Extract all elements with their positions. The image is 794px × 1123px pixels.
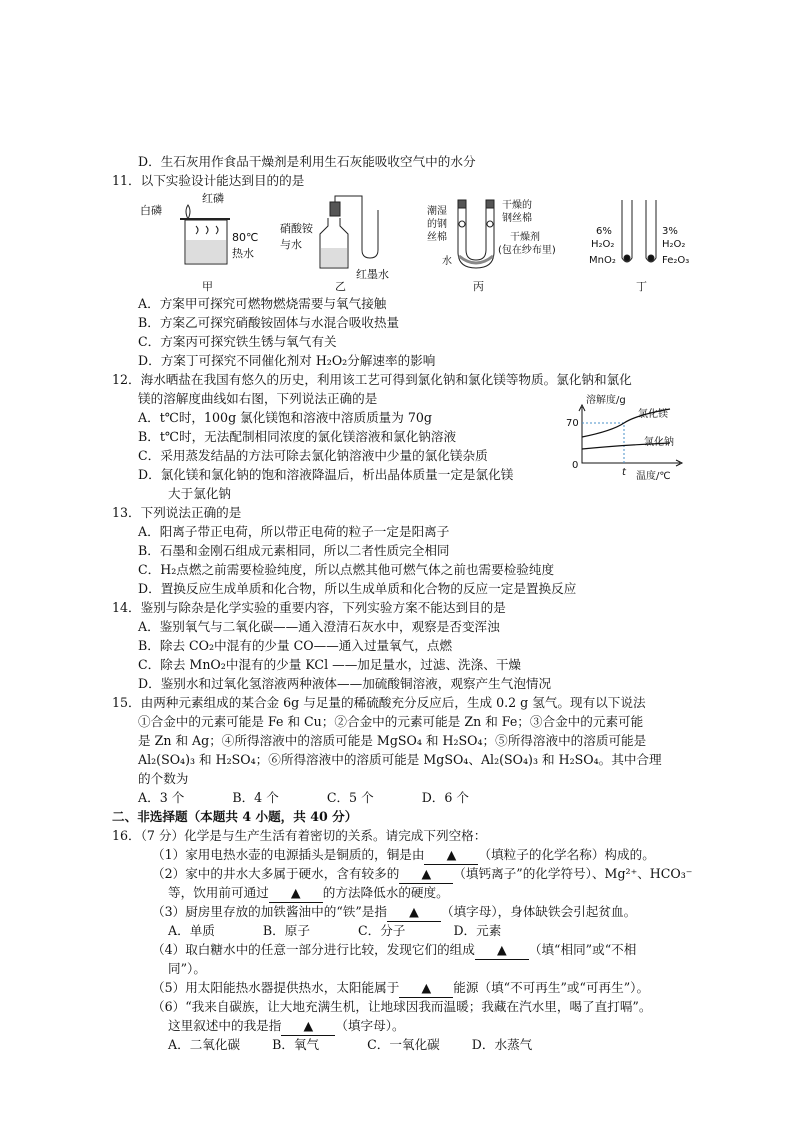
q16-part-3: （3）厨房里存放的加铁酱油中的“铁”是指 ▲ （填字母），身体缺铁会引起贫血。 (152, 902, 636, 922)
q13-option-c: C．H₂点燃之前需要检验纯度，所以点燃其他可燃气体之前也需要检验纯度 (138, 562, 555, 577)
label-6pct: 6% (596, 226, 612, 237)
q16-part-6-options: A．二氧化碳 B．氧气 C．一氧化碳 D．水蒸气 (168, 1037, 533, 1052)
chart-xlabel: 温度/℃ (636, 471, 671, 482)
q15-stem-1: 15．由两种元素组成的某合金 6g 与足量的稀硫酸充分反应后，生成 0.2 g 氢气。现有以下说法 (112, 695, 646, 710)
q15-stem-2: ①合金中的元素可能是 Fe 和 Cu；②合金中的元素可能是 Zn 和 Fe；③合金中的元素可能 (138, 714, 644, 729)
label-red-ink: 红墨水 (356, 268, 389, 281)
q15-stem-3: 是 Zn 和 Ag；④所得溶液中的溶质可能是 MgSO₄ 和 H₂SO₄；⑤所得溶液中的溶质可能是 (138, 733, 647, 748)
q11-option-b: B．方案乙可探究硝酸铵固体与水混合吸收热量 (138, 315, 400, 330)
series-label-mgcl2: 氯化镁 (638, 409, 668, 420)
q13-option-a: A．阳离子带正电荷，所以带正电荷的粒子一定是阳离子 (138, 524, 450, 539)
q11-stem: 11．以下实验设计能达到目的的是 (112, 173, 305, 188)
caption-bing: 丙 (473, 280, 484, 293)
label-h2o2-2: H₂O₂ (662, 239, 686, 250)
answer-blank[interactable]: ▲ (399, 864, 453, 884)
q16-part-6-cont: 这里叙述中的我是指 ▲ （填字母）。 (168, 1016, 405, 1036)
label-ammonium-nitrate: 硝酸铵 (280, 222, 313, 235)
figure-jia (140, 191, 258, 293)
q16-part-3-options: A．单质 B．原子 C．分子 D．元素 (168, 923, 502, 938)
q11-figures (140, 190, 700, 296)
label-red-phosphorus: 红磷 (202, 192, 224, 205)
answer-blank[interactable]: ▲ (475, 940, 529, 960)
caption-yi: 乙 (335, 280, 346, 293)
answer-blank[interactable]: ▲ (281, 1016, 335, 1036)
label-80c: 80℃ (232, 231, 259, 244)
label-in-gauze: (包在纱布里) (498, 245, 556, 256)
chart-x-mark: t (622, 467, 626, 478)
q13-option-d: D．置换反应生成单质和化合物，所以生成单质和化合物的反应一定是置换反应 (138, 581, 577, 596)
q16-part-6: （6）“我来自碳族，让大地充满生机，让地球因我而温暖；我藏在汽水里，喝了直打嗝”。 (152, 999, 652, 1014)
q11-option-c: C．方案丙可探究铁生锈与氧气有关 (138, 334, 337, 349)
q16-part-2-cont: 等，饮用前可通过 ▲ 的方法降低水的硬度。 (168, 883, 449, 903)
q14-option-d: D．鉴别水和过氧化氢溶液两种液体——加硫酸铜溶液，观察产生气泡情况 (138, 676, 552, 691)
label-wet-2: 的钢 (427, 219, 447, 230)
q13-option-b: B．石墨和金刚石组成元素相同，所以二者性质完全相同 (138, 543, 450, 558)
label-white-phosphorus: 白磷 (140, 204, 162, 217)
q14-option-a: A．鉴别氧气与二氧化碳——通入澄清石灰水中，观察是否变浑浊 (138, 619, 500, 634)
answer-blank[interactable]: ▲ (269, 883, 323, 903)
label-wet-3: 丝棉 (427, 232, 447, 243)
label-dry-2: 钢丝棉 (502, 213, 532, 224)
q12-option-d-cont: 大于氯化钠 (168, 486, 231, 501)
label-water: 水 (442, 256, 452, 267)
q14-option-b: B．除去 CO₂中混有的少量 CO——通入过量氧气，点燃 (138, 638, 453, 653)
figure-yi (280, 196, 389, 293)
answer-blank[interactable]: ▲ (424, 845, 478, 865)
label-wet-1: 潮湿 (427, 206, 447, 217)
section-two-heading: 二、非选择题（本题共 4 小题，共 40 分） (112, 809, 358, 824)
figure-bing (427, 198, 556, 293)
q16-stem: 16．（7 分）化学是与生产生活有着密切的关系。请完成下列空格： (112, 828, 487, 843)
q12-stem-2: 镁的溶解度曲线如右图，下列说法正确的是 (138, 391, 378, 406)
q12-option-b: B．t℃时，无法配制相同浓度的氯化镁溶液和氯化钠溶液 (138, 429, 457, 444)
label-with-water: 与水 (280, 238, 302, 251)
q15-stem-4: Al₂(SO₄)₃ 和 H₂SO₄；⑥所得溶液中的溶质可能是 MgSO₄、Al₂(SO₄)₃ 和 H₂SO₄。其中合理 (138, 752, 662, 767)
series-label-nacl: 氯化钠 (644, 437, 674, 448)
label-dry-1: 干燥的 (502, 200, 532, 211)
answer-blank[interactable]: ▲ (399, 978, 453, 998)
chart-y-mark: 70 (566, 418, 579, 429)
q12-option-a: A．t℃时，100g 氯化镁饱和溶液中溶质质量为 70g (138, 410, 432, 425)
caption-ding: 丁 (636, 280, 647, 293)
label-mno2: MnO₂ (589, 255, 616, 266)
caption-jia: 甲 (202, 280, 213, 293)
figure-ding (589, 200, 689, 293)
q12-stem-1: 12．海水晒盐在我国有悠久的历史，利用该工艺可得到氯化钠和氯化镁等物质。氯化钠和氯化 (112, 372, 632, 387)
q16-part-2: （2）家中的井水大多属于硬水，含有较多的 ▲ （填钙离子”的化学符号）、Mg²⁺、HCO₃⁻ (152, 864, 692, 884)
q16-part-5: （5）用太阳能热水器提供热水，太阳能属于 ▲ 能源（填“不可再生”或“可再生”）。 (152, 978, 649, 998)
chart-ylabel: 溶解度/g (586, 395, 626, 406)
q15-stem-5: 的个数为 (138, 771, 189, 786)
label-3pct: 3% (662, 226, 678, 237)
q15-options: A．3 个 B．4 个 C．5 个 D．6 个 (138, 790, 470, 805)
q12-option-d: D．氯化镁和氯化钠的饱和溶液降温后，析出晶体质量一定是氯化镁 (138, 467, 514, 482)
label-fe2o3: Fe₂O₃ (662, 255, 690, 266)
q10-option-d: D．生石灰用作食品干燥剂是利用生石灰能吸收空气中的水分 (138, 154, 476, 169)
q11-option-d: D．方案丁可探究不同催化剂对 H₂O₂分解速率的影响 (138, 353, 436, 368)
q13-stem: 13．下列说法正确的是 (112, 505, 242, 520)
q16-part-1: （1）家用电热水壶的电源插头是铜质的，铜是由 ▲ （填粒子的化学名称）构成的。 (152, 845, 655, 865)
q16-part-4: （4）取白糖水中的任意一部分进行比较，发现它们的组成 ▲ （填“相同”或“不相 (152, 940, 636, 960)
chart-origin: 0 (572, 460, 579, 471)
q14-stem: 14．鉴别与除杂是化学实验的重要内容，下列实验方案不能达到目的是 (112, 600, 506, 615)
label-desiccant: 干燥剂 (510, 232, 540, 243)
label-h2o2-1: H₂O₂ (591, 239, 615, 250)
chart-guide-lines (582, 423, 624, 463)
q12-option-c: C．采用蒸发结晶的方法可除去氯化钠溶液中少量的氯化镁杂质 (138, 448, 488, 463)
q14-option-c: C．除去 MnO₂中混有的少量 KCl ——加足量水，过滤、洗涤、干燥 (138, 657, 522, 672)
label-hot-water: 热水 (232, 247, 254, 260)
q16-part-4-cont: 同”）。 (168, 961, 206, 976)
solubility-chart (562, 393, 692, 485)
q11-option-a: A．方案甲可探究可燃物燃烧需要与氧气接触 (138, 296, 387, 311)
answer-blank[interactable]: ▲ (387, 902, 441, 922)
